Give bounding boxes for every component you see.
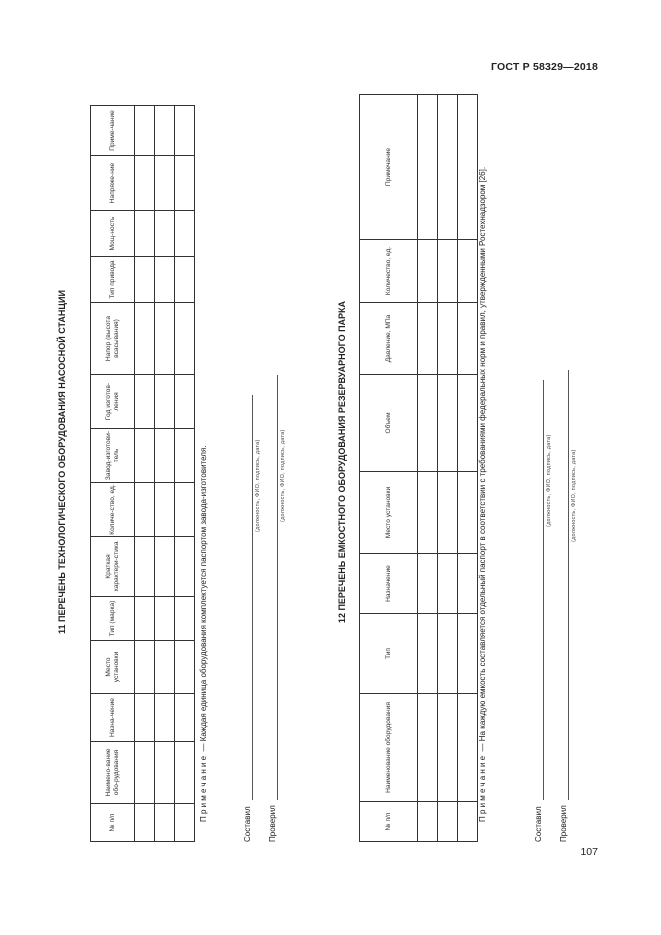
col-quantity: Количе-ство, ед.: [91, 483, 135, 537]
col-purpose: Назна-чение: [91, 694, 135, 742]
compiled-by-row: Составил (должность, ФИО, подпись, дата): [243, 82, 265, 842]
table-row: [155, 106, 175, 842]
table-row: [458, 95, 478, 842]
page-number: 107: [580, 846, 598, 858]
table-row: [418, 95, 438, 842]
section-12-title: 12 ПЕРЕЧЕНЬ ЕМКОСТНОГО ОБОРУДОВАНИЯ РЕЗЕРВУАРНОГО ПАРКА: [337, 300, 347, 624]
col-characteristics: Краткая характери-стика: [91, 537, 135, 597]
col-type: Тип: [360, 614, 418, 694]
compiled-by-line[interactable]: [252, 395, 253, 800]
col-voltage: Напряже-ние: [91, 156, 135, 211]
col-manufacturer: Завод-изготови-тель: [91, 429, 135, 483]
col-pressure: Давление, МПа: [360, 303, 418, 375]
checked-by-line[interactable]: [568, 370, 569, 800]
document-code: ГОСТ Р 58329—2018: [490, 61, 598, 73]
section-11-note: Примечание — Каждая единица оборудования комплектуется паспортом завода-изготовителя.: [199, 445, 208, 822]
checked-by-row: Проверил (должность, ФИО, подпись, дата): [559, 82, 581, 842]
table-row: [135, 106, 155, 842]
section-12: [337, 82, 627, 842]
col-type: Тип (марка): [91, 597, 135, 641]
pump-equipment-table: [90, 105, 195, 842]
col-equipment-name: Наимено-вание обо-рудования: [91, 742, 135, 804]
table-row: [175, 106, 195, 842]
col-equipment-name: Наименование оборудования: [360, 694, 418, 802]
section-11-title: 11 ПЕРЕЧЕНЬ ТЕХНОЛОГИЧЕСКОГО ОБОРУДОВАНИЯ НАСОСНОЙ СТАНЦИИ: [57, 290, 67, 634]
col-power: Мощ-ность: [91, 211, 135, 257]
compiled-by-line[interactable]: [543, 380, 544, 800]
col-drive-type: Тип привода: [91, 257, 135, 303]
col-head: Напор (высота всасывания): [91, 303, 135, 375]
col-quantity: Количество, ед.: [360, 240, 418, 303]
tank-equipment-table: [359, 94, 478, 842]
col-number: № п/п: [91, 804, 135, 842]
compiled-by-row: Составил (должность, ФИО, подпись, дата): [534, 82, 556, 842]
checked-by-row: Проверил (должность, ФИО, подпись, дата): [268, 82, 290, 842]
col-purpose: Назначение: [360, 554, 418, 614]
table-row: [438, 95, 458, 842]
section-11: [57, 82, 317, 842]
col-location: Место установки: [91, 641, 135, 694]
col-remark: Примечание: [360, 95, 418, 240]
col-location: Место установки: [360, 472, 418, 554]
col-year: Год изготов-ления: [91, 375, 135, 429]
col-number: № п/п: [360, 802, 418, 842]
checked-by-line[interactable]: [277, 375, 278, 800]
col-remark: Приме-чание: [91, 106, 135, 156]
col-volume: Объем: [360, 375, 418, 472]
section-12-note: Примечание — На каждую емкость составляется отдельный паспорт в соответствии с требованиями федеральных норм и правил, утвержденными Ростехнадзором [26].: [478, 166, 487, 822]
